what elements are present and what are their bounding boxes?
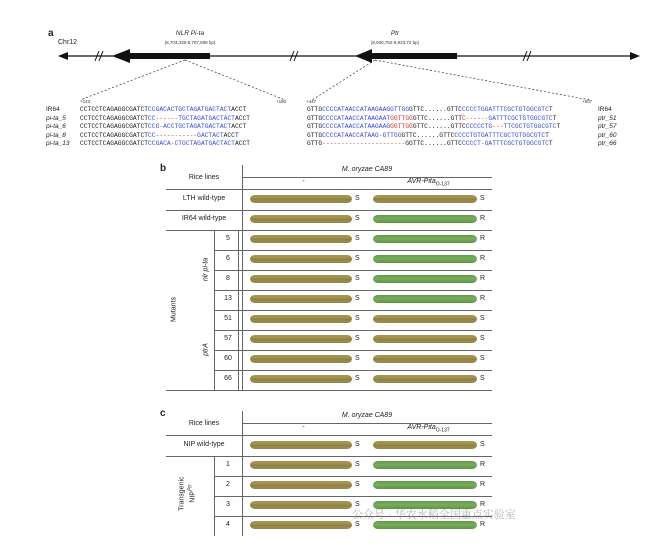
transgenic-word: Transgenic [178, 476, 186, 511]
seq-segment: CCCCCTG [465, 123, 493, 131]
panel-b-letter: b [160, 163, 167, 174]
seq-segment: GTTGG [382, 131, 402, 139]
score-avr: S [480, 441, 485, 448]
seq-segment: - [159, 123, 164, 131]
seq-segment: CCG [148, 123, 160, 131]
gene1-coords: (8,703,336-8,707,588 bp) [164, 40, 216, 45]
leaf-image-avr [373, 481, 477, 489]
seq-right-label: ptr_57 [598, 123, 617, 131]
seq-segment: GATTTCGCTGTGGCGTC [484, 140, 549, 148]
seq-segment: GTTG [307, 106, 323, 113]
seq-segment: CCCCT [461, 140, 481, 148]
mutant-group-label: ptrA [202, 343, 210, 356]
column-avr-pita [365, 424, 492, 433]
wildtype-label: IR64 wild-type [181, 215, 227, 222]
wildtype-label: NIP wild-type [183, 441, 225, 448]
score-control: S [355, 461, 360, 468]
seq-segment: CCCCATAACCATAAGAAGGTTGG [322, 106, 410, 113]
panel-c-letter: c [160, 408, 166, 419]
seq-segment: C------ [461, 114, 489, 122]
seq-segment: T [548, 140, 553, 148]
transgenic-line-id: 3 [226, 501, 230, 508]
seq-segment: CC [148, 131, 156, 139]
seq-segment: T [545, 131, 549, 139]
chromosome-label: Chr12 [58, 39, 78, 46]
seq-segment: CCGACACTGCTAGATGACTACT [148, 106, 232, 113]
seq-segment: ACCT [231, 106, 247, 113]
seq-segment: GTTG [307, 123, 323, 131]
seq-segment: ------ [155, 114, 179, 122]
seq-right-label: ptr_51 [598, 114, 617, 122]
transgenic-vertical-rule [242, 456, 243, 536]
seq-segment: CCTCCTCAGAGGCGATCT [80, 131, 149, 139]
seq-segment: T [552, 114, 557, 122]
seq-segment: CC [148, 114, 156, 122]
avr-pita-label: AVR-Pita [407, 178, 436, 185]
seq-segment: CCCCTGGATTTCGCTGTGGCGTC [461, 106, 549, 113]
seq-segment: CCTCCTCAGAGGCGATCT [80, 140, 149, 148]
seq-left-label: IR64 [46, 106, 60, 113]
score-control: S [355, 255, 360, 262]
seq-segment: GATTTCGCTGTGGCGTC [488, 114, 553, 122]
score-control: S [355, 501, 360, 508]
header-vertical-rule [242, 411, 243, 435]
seq-segment: ACCT [234, 114, 251, 122]
score-avr: S [480, 315, 485, 322]
seq-segment: GTTC......GTTC [401, 131, 455, 139]
seq-segment: CCTCCTCAGAGGCGATCT [80, 106, 149, 113]
leaf-image-control [250, 521, 352, 529]
mutant-group-label: nlr pi-ta [202, 257, 210, 282]
seq-right-label: ptr_60 [598, 131, 617, 139]
mutants-label: Mutants [170, 297, 178, 322]
seq-segment: CCCCTGTGATTTCGCTGTGGCGTC [454, 131, 546, 139]
right-end-coord: +507 [582, 99, 593, 104]
seq-segment: CCCCATAACCATAAG [322, 131, 379, 139]
seq-segment: GGTTGG [390, 114, 413, 122]
gene2-name: Ptr [390, 30, 400, 37]
seq-segment: ACCT [231, 123, 247, 131]
seq-left-label: pi-ta_6 [46, 123, 66, 131]
score-control: S [355, 375, 360, 382]
avr-pita-subscript: O-137 [435, 181, 450, 188]
score-avr: R [480, 255, 486, 262]
seq-segment: TGCTAGATGACTACT [178, 114, 235, 122]
transgenic-nip [186, 472, 197, 516]
seq-segment: GTTC......GTTC [412, 123, 466, 131]
seq-right-label: IR64 [598, 106, 612, 113]
seq-segment: T [548, 106, 553, 113]
leaf-image-avr [373, 441, 477, 449]
gene1-name: NLR Pi-ta [175, 30, 205, 37]
avr-pita-subscript: O-137 [435, 427, 450, 434]
seq-segment: - [480, 140, 485, 148]
seq-segment: GTTC......GTT [412, 114, 462, 122]
seq-segment: TTCGCTGTGGCGTC [503, 123, 557, 131]
column-no-avr: - [302, 424, 305, 431]
seq-segment: ACCT [234, 140, 251, 148]
transgenic-label [178, 472, 197, 516]
seq-segment: GTTG [307, 131, 323, 139]
header-bottom-rule [166, 435, 492, 436]
score-avr: R [480, 235, 486, 242]
leaf-image-avr [373, 521, 477, 529]
panel-a-letter: a [48, 28, 54, 39]
mutant-line-id: 5 [226, 235, 230, 242]
seq-segment: GGTTGG [390, 123, 413, 131]
score-avr: S [480, 375, 485, 382]
leaf-image-control [250, 481, 352, 489]
mutant-line-id: 57 [224, 335, 232, 342]
seq-left-label: pi-ta_13 [46, 140, 70, 148]
transgenic-line-id: 1 [226, 461, 230, 468]
score-avr: R [480, 521, 486, 528]
score-control: S [355, 275, 360, 282]
mutant-line-id: 8 [226, 275, 230, 282]
score-avr: R [480, 295, 486, 302]
row-rule [214, 476, 492, 477]
leaf-image-avr [373, 461, 477, 469]
score-control: S [355, 215, 360, 222]
transgenic-id-rule [214, 456, 215, 536]
seq-segment: - [378, 131, 383, 139]
score-avr: S [480, 355, 485, 362]
score-control: S [355, 355, 360, 362]
leaf-image-control [250, 441, 352, 449]
score-control: S [355, 315, 360, 322]
leaf-image-control [250, 501, 352, 509]
score-avr: S [480, 195, 485, 202]
strain-label: M. oryzae CA89 [341, 166, 393, 173]
score-control: S [355, 295, 360, 302]
header-divider [242, 423, 492, 424]
left-start-coord: +143 [80, 99, 91, 104]
seq-segment: ACCT [223, 131, 239, 139]
row-rule [214, 496, 492, 497]
seq-segment: CCCCATAACCATAAGAAT [322, 114, 391, 122]
nip-word: NIP [189, 491, 197, 503]
mutant-line-id: 60 [224, 355, 232, 362]
column-no-avr: - [302, 178, 305, 185]
mutant-line-id: 6 [226, 255, 230, 262]
seq-left-label: pi-ta_5 [46, 114, 66, 122]
seq-segment: --- [492, 123, 504, 131]
seq-segment: ACCTGCTAGATGACTACT [163, 123, 232, 131]
score-control: S [355, 235, 360, 242]
seq-segment: GACTACT [197, 131, 224, 139]
seq-segment: GTTG [307, 140, 323, 148]
gene2-coords: (8,930,762-8,923,72 bp) [370, 40, 420, 45]
strain-label: M. oryzae CA89 [341, 412, 393, 419]
seq-segment: CTGCTAGATGACTACT [174, 140, 235, 148]
score-avr: R [480, 461, 486, 468]
seq-segment: CCGACA [148, 140, 171, 148]
seq-left-label: pi-ta_8 [46, 131, 66, 139]
mutant-line-id: 51 [224, 315, 232, 322]
seq-segment: - [170, 140, 175, 148]
seq-segment: ---------------------- [322, 140, 406, 148]
score-avr: R [480, 501, 486, 508]
mutant-line-id: 13 [224, 295, 232, 302]
right-start-coord: +447 [306, 99, 317, 104]
seq-segment: CCTCCTCAGAGGCGATCT [80, 123, 149, 131]
seq-segment: T [556, 123, 561, 131]
seq-segment: GTTG [307, 114, 323, 122]
rice-lines-header: Rice lines [188, 174, 220, 181]
rice-lines-header: Rice lines [188, 420, 220, 427]
ptr-superscript: Ptr [187, 484, 194, 492]
score-control: S [355, 441, 360, 448]
left-end-coord: +180 [276, 99, 287, 104]
score-control: S [355, 481, 360, 488]
avr-pita-label: AVR-Pita [407, 424, 436, 431]
seq-segment: GTTC......GTTC [409, 106, 462, 113]
score-control: S [355, 335, 360, 342]
score-avr: R [480, 215, 486, 222]
leaf-image-control [250, 461, 352, 469]
score-avr: S [480, 335, 485, 342]
seq-segment: GGTTC......GTTC [405, 140, 462, 148]
seq-segment: CCTCCTCAGAGGCGATCT [80, 114, 149, 122]
row-vertical-rule [242, 436, 243, 456]
seq-segment: CCCCATAACCATAAGAAG [322, 123, 391, 131]
transgenic-line-id: 4 [226, 521, 230, 528]
transgenic-line-id: 2 [226, 481, 230, 488]
seq-right-label: ptr_66 [598, 140, 617, 148]
score-avr: R [480, 275, 486, 282]
watermark: 公众号 · 华农水稻全国重点实验室 [352, 509, 516, 521]
score-avr: R [480, 481, 486, 488]
score-control: S [355, 195, 360, 202]
score-control: S [355, 521, 360, 528]
seq-segment: ----------- [155, 131, 198, 139]
wildtype-label: LTH wild-type [182, 195, 226, 202]
mutant-line-id: 66 [224, 375, 232, 382]
